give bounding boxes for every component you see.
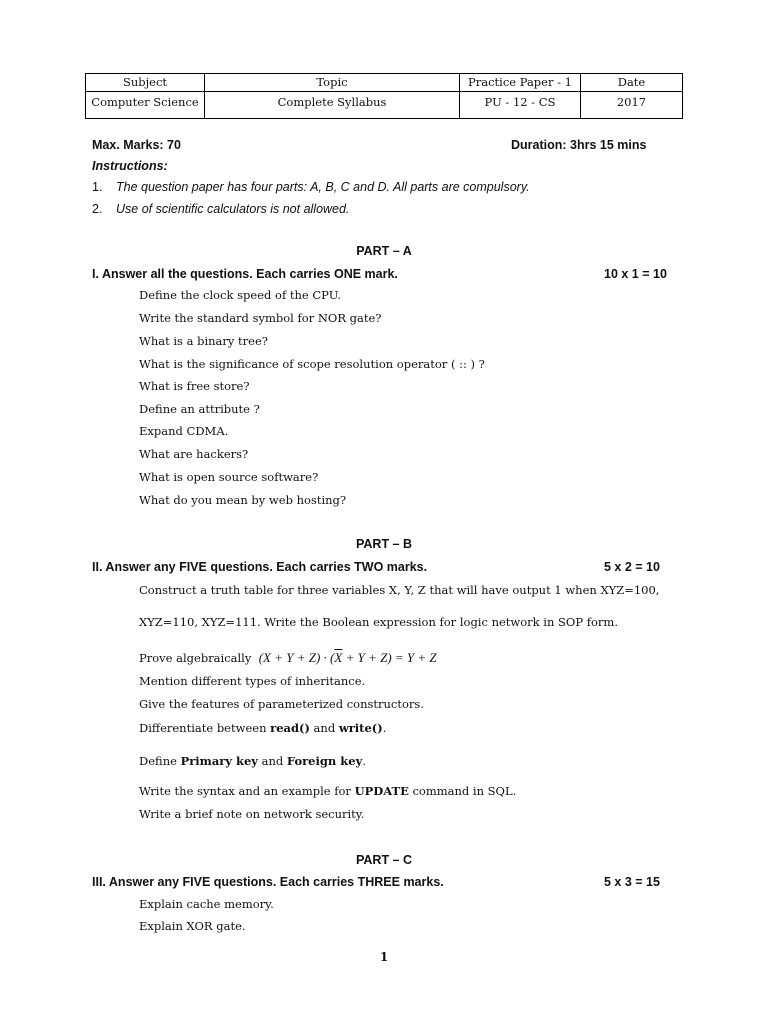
max-marks: Max. Marks: 70 xyxy=(92,138,181,152)
boolean-expression xyxy=(259,650,437,665)
question-text: What is free store? xyxy=(139,379,250,393)
question-text: Explain XOR gate. xyxy=(139,919,246,933)
question-text: Define an attribute ? xyxy=(139,402,260,416)
question-text: What is open source software? xyxy=(139,470,319,484)
header-value-date: 2017 xyxy=(581,92,683,119)
keyword: Primary key xyxy=(180,754,258,768)
expr-part-b: + Y + Z) = Y + Z xyxy=(342,650,437,665)
header-table xyxy=(85,73,683,119)
question-text xyxy=(139,754,366,768)
text-segment: . xyxy=(362,754,366,768)
question-text: Write a brief note on network security. xyxy=(139,807,365,821)
header-value-subject: Computer Science xyxy=(86,92,205,119)
question-text: What do you mean by web hosting? xyxy=(139,493,347,507)
instructions-title: Instructions: xyxy=(92,159,168,173)
keyword: write() xyxy=(338,721,383,735)
question-text: Mention different types of inheritance. xyxy=(139,674,366,688)
part-c-title: PART – C xyxy=(355,853,413,867)
question-text: What is the significance of scope resolution operator ( :: ) ? xyxy=(139,357,485,371)
instruction-text: Use of scientific calculators is not allowed. xyxy=(116,202,350,216)
text-segment: and xyxy=(257,754,287,768)
part-c-marks: 5 x 3 = 15 xyxy=(604,875,660,889)
keyword: UPDATE xyxy=(354,784,409,798)
question-text: Define the clock speed of the CPU. xyxy=(139,288,342,302)
header-label-date: Date xyxy=(581,74,683,92)
expr-part-a: (X + Y + Z) · ( xyxy=(258,650,335,665)
instruction-text: The question paper has four parts: A, B, C and D. All parts are compulsory. xyxy=(116,180,530,194)
header-label-practice-paper: Practice Paper - 1 xyxy=(460,74,581,92)
instruction-number: 2. xyxy=(92,202,103,216)
part-c-heading: III. Answer any FIVE questions. Each carries THREE marks. xyxy=(92,875,444,889)
question-text: Construct a truth table for three variables X, Y, Z that will have output 1 when XYZ=100, xyxy=(139,583,660,597)
text-segment: and xyxy=(309,721,339,735)
question-text: Expand CDMA. xyxy=(139,424,229,438)
question-text: Explain cache memory. xyxy=(139,897,274,911)
text-segment: . xyxy=(382,721,387,735)
text-segment: Write the syntax and an example for xyxy=(139,784,355,798)
question-text: Give the features of parameterized constructors. xyxy=(139,697,424,711)
instruction-number: 1. xyxy=(92,180,103,194)
part-a-title: PART – A xyxy=(356,244,412,258)
page-number: 1 xyxy=(379,950,389,964)
question-text: Write the standard symbol for NOR gate? xyxy=(139,311,382,325)
text-segment: command in SQL. xyxy=(408,784,517,798)
question-text: XYZ=110, XYZ=111. Write the Boolean expression for logic network in SOP form. xyxy=(139,615,618,629)
keyword: Foreign key xyxy=(286,754,363,768)
header-value-row xyxy=(86,92,683,119)
part-a-heading: I. Answer all the questions. Each carries ONE mark. xyxy=(92,267,398,281)
part-b-title: PART – B xyxy=(355,537,413,551)
header-label-row xyxy=(86,74,683,92)
expr-complement: $\overline{X}$ xyxy=(334,650,343,665)
keyword: read() xyxy=(270,721,310,735)
header-value-topic: Complete Syllabus xyxy=(205,92,460,119)
question-prompt: Prove algebraically xyxy=(139,651,252,665)
question-text xyxy=(139,721,386,735)
question-text xyxy=(139,650,437,666)
part-a-marks: 10 x 1 = 10 xyxy=(604,267,667,281)
part-b-heading: II. Answer any FIVE questions. Each carries TWO marks. xyxy=(92,560,428,574)
header-label-topic: Topic xyxy=(205,74,460,92)
text-segment: Differentiate between xyxy=(139,721,271,735)
part-b-marks: 5 x 2 = 10 xyxy=(604,560,660,574)
question-text xyxy=(139,784,516,798)
header-label-subject: Subject xyxy=(86,74,205,92)
question-text: What are hackers? xyxy=(139,447,249,461)
header-value-paper: PU - 12 - CS xyxy=(460,92,581,119)
question-text: What is a binary tree? xyxy=(139,334,268,348)
text-segment: Define xyxy=(139,754,181,768)
duration: Duration: 3hrs 15 mins xyxy=(511,138,647,152)
